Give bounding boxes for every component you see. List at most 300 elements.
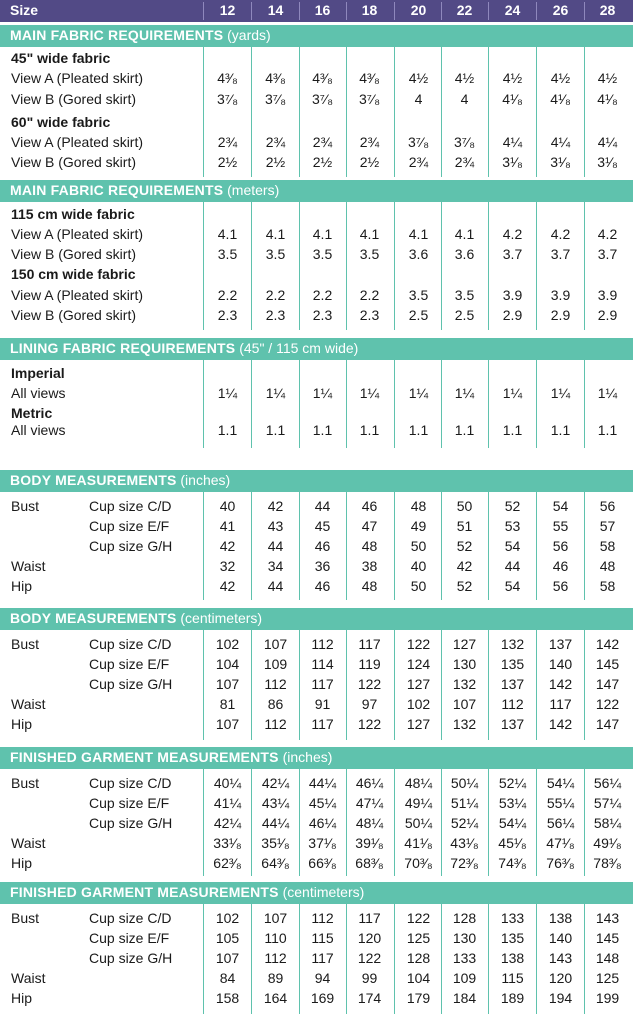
table-cell: 105 xyxy=(215,930,240,946)
table-cell: 42 xyxy=(219,578,236,594)
size-header-cell: 24 xyxy=(504,2,521,18)
table-cell: 50 xyxy=(410,538,427,554)
size-header-cell: 18 xyxy=(361,2,378,18)
table-cell: 4½ xyxy=(454,70,475,86)
table-cell: 4¹⁄₈ xyxy=(550,91,571,107)
section-title: BODY MEASUREMENTS xyxy=(10,472,177,488)
table-cell: 52 xyxy=(456,578,473,594)
table-cell: 1.1 xyxy=(597,422,618,438)
table-cell: 3⁷⁄₈ xyxy=(359,91,380,107)
table-cell: 3⁷⁄₈ xyxy=(265,91,286,107)
table-cell: 4.1 xyxy=(217,226,238,242)
table-cell: 81 xyxy=(219,696,236,712)
table-cell: 4¼ xyxy=(597,134,618,150)
section-unit: (centimeters) xyxy=(278,884,365,900)
table-cell: 112 xyxy=(264,716,287,732)
table-cell: 130 xyxy=(452,656,477,672)
table-cell: 49 xyxy=(410,518,427,534)
table-cell: 117 xyxy=(311,950,334,966)
table-cell: 49¹⁄₈ xyxy=(593,835,622,851)
header-divider xyxy=(536,2,537,20)
table-cell: 117 xyxy=(549,696,572,712)
table-cell: 122 xyxy=(357,716,382,732)
table-cell: 50¼ xyxy=(404,815,433,831)
table-cell: 3.9 xyxy=(502,287,523,303)
table-cell: 158 xyxy=(215,990,240,1006)
table-row xyxy=(0,695,633,715)
table-cell: 3¹⁄₈ xyxy=(502,154,523,170)
table-cell: 1.1 xyxy=(408,422,429,438)
table-cell: 44¼ xyxy=(308,775,337,791)
table-cell: 56 xyxy=(552,578,569,594)
table-cell: 142 xyxy=(548,676,573,692)
table-cell: 54 xyxy=(504,578,521,594)
table-cell: 1.1 xyxy=(454,422,475,438)
table-cell: 40 xyxy=(410,558,427,574)
table-cell: 117 xyxy=(311,676,334,692)
size-header-cell: 14 xyxy=(267,2,284,18)
table-cell: 2¾ xyxy=(408,154,429,170)
section-title: FINISHED GARMENT MEASUREMENTS xyxy=(10,749,279,765)
table-cell: 110 xyxy=(264,930,287,946)
table-cell: 38 xyxy=(361,558,378,574)
subheading-label: 150 cm wide fabric xyxy=(11,266,136,282)
table-cell: 47¹⁄₈ xyxy=(546,835,575,851)
table-cell: 57 xyxy=(599,518,616,534)
table-cell: 3.7 xyxy=(550,246,571,262)
table-cell: 51¼ xyxy=(450,795,479,811)
table-row xyxy=(0,794,633,814)
header-divider xyxy=(394,2,395,20)
header-divider xyxy=(299,2,300,20)
table-cell: 39¹⁄₈ xyxy=(355,835,384,851)
size-header-cell: 28 xyxy=(599,2,616,18)
fabric-width-heading xyxy=(0,364,633,384)
table-cell: 128 xyxy=(406,950,431,966)
table-cell: 125 xyxy=(406,930,431,946)
table-cell: 3.5 xyxy=(217,246,238,262)
table-cell: 47¼ xyxy=(355,795,384,811)
row-label: All views xyxy=(11,385,66,401)
table-cell: 40¼ xyxy=(213,775,242,791)
table-cell: 112 xyxy=(264,676,287,692)
table-cell: 127 xyxy=(406,676,431,692)
table-cell: 102 xyxy=(215,636,240,652)
table-cell: 54¼ xyxy=(498,815,527,831)
table-cell: 2.9 xyxy=(502,307,523,323)
section-unit: (inches) xyxy=(176,472,231,488)
table-cell: 34 xyxy=(267,558,284,574)
table-cell: 1¼ xyxy=(217,385,238,401)
table-cell: 199 xyxy=(595,990,620,1006)
table-cell: 4.2 xyxy=(597,226,618,242)
section-title: FINISHED GARMENT MEASUREMENTS xyxy=(10,884,279,900)
table-cell: 147 xyxy=(595,716,620,732)
table-row xyxy=(0,635,633,655)
table-cell: 32 xyxy=(219,558,236,574)
fabric-width-heading xyxy=(0,205,633,225)
table-cell: 56 xyxy=(552,538,569,554)
header-divider xyxy=(488,2,489,20)
table-cell: 2¾ xyxy=(312,134,333,150)
table-cell: 44 xyxy=(267,578,284,594)
table-cell: 112 xyxy=(311,910,334,926)
table-cell: 4½ xyxy=(597,70,618,86)
row-label: Hip xyxy=(11,578,33,594)
section-title-line xyxy=(10,472,230,488)
section-header xyxy=(0,747,633,769)
table-cell: 1.1 xyxy=(312,422,333,438)
table-cell: 174 xyxy=(357,990,382,1006)
table-cell: 50 xyxy=(410,578,427,594)
table-cell: 140 xyxy=(548,930,573,946)
table-cell: 107 xyxy=(215,676,240,692)
table-cell: 86 xyxy=(267,696,284,712)
table-cell: 99 xyxy=(361,970,378,986)
section-title: MAIN FABRIC REQUIREMENTS xyxy=(10,182,224,198)
table-cell: 107 xyxy=(263,636,288,652)
table-cell: 169 xyxy=(310,990,335,1006)
subheading-label: Imperial xyxy=(11,365,65,381)
table-row xyxy=(0,69,633,89)
table-cell: 3¹⁄₈ xyxy=(550,154,571,170)
table-cell: 58 xyxy=(599,578,616,594)
table-cell: 42 xyxy=(219,538,236,554)
table-cell: 48 xyxy=(410,498,427,514)
section-header xyxy=(0,470,633,492)
table-cell: 44¼ xyxy=(261,815,290,831)
table-cell: 54 xyxy=(504,538,521,554)
table-cell: 1.1 xyxy=(217,422,238,438)
table-cell: 142 xyxy=(548,716,573,732)
table-cell: 4.1 xyxy=(359,226,380,242)
table-cell: 41¹⁄₈ xyxy=(404,835,433,851)
table-cell: 127 xyxy=(406,716,431,732)
table-cell: 4¹⁄₈ xyxy=(597,91,618,107)
table-cell: 89 xyxy=(267,970,284,986)
table-cell: 3.5 xyxy=(312,246,333,262)
table-cell: 58¼ xyxy=(593,815,622,831)
table-cell: 107 xyxy=(452,696,477,712)
table-cell: 76³⁄₈ xyxy=(546,855,575,871)
table-cell: 54¼ xyxy=(546,775,575,791)
table-cell: 2½ xyxy=(359,154,380,170)
table-cell: 36 xyxy=(314,558,331,574)
table-cell: 107 xyxy=(215,716,240,732)
table-cell: 48¼ xyxy=(355,815,384,831)
table-cell: 133 xyxy=(452,950,477,966)
table-cell: 189 xyxy=(500,990,525,1006)
table-cell: 122 xyxy=(357,950,382,966)
table-cell: 3⁷⁄₈ xyxy=(454,134,475,150)
table-cell: 122 xyxy=(406,910,431,926)
row-label: Waist xyxy=(11,970,46,986)
table-cell: 2.5 xyxy=(408,307,429,323)
table-cell: 3.5 xyxy=(359,246,380,262)
cup-size-label: Cup size C/D xyxy=(89,636,172,652)
table-row xyxy=(0,675,633,695)
row-label: Waist xyxy=(11,835,46,851)
table-row xyxy=(0,537,633,557)
table-cell: 120 xyxy=(357,930,382,946)
table-cell: 132 xyxy=(500,636,525,652)
table-cell: 112 xyxy=(501,696,524,712)
section-unit: (45" / 115 cm wide) xyxy=(235,340,359,356)
section-title: MAIN FABRIC REQUIREMENTS xyxy=(10,27,224,43)
table-cell: 94 xyxy=(314,970,331,986)
table-cell: 41 xyxy=(219,518,236,534)
table-row xyxy=(0,421,633,441)
table-cell: 107 xyxy=(263,910,288,926)
table-cell: 70³⁄₈ xyxy=(404,855,433,871)
header-divider xyxy=(441,2,442,20)
table-cell: 122 xyxy=(406,636,431,652)
table-cell: 4½ xyxy=(408,70,429,86)
table-cell: 42¼ xyxy=(213,815,242,831)
table-cell: 2¾ xyxy=(359,134,380,150)
table-cell: 43 xyxy=(267,518,284,534)
table-cell: 2.2 xyxy=(359,287,380,303)
table-cell: 115 xyxy=(311,930,334,946)
table-cell: 4³⁄₈ xyxy=(312,70,333,86)
table-cell: 4¹⁄₈ xyxy=(502,91,523,107)
table-cell: 145 xyxy=(595,656,620,672)
row-label: View B (Gored skirt) xyxy=(11,154,136,170)
table-cell: 117 xyxy=(358,636,381,652)
table-cell: 52¼ xyxy=(450,815,479,831)
table-row xyxy=(0,969,633,989)
table-cell: 1¼ xyxy=(502,385,523,401)
table-row xyxy=(0,306,633,326)
table-row xyxy=(0,929,633,949)
row-label: View B (Gored skirt) xyxy=(11,246,136,262)
table-cell: 54 xyxy=(552,498,569,514)
table-cell: 4 xyxy=(414,91,423,107)
table-cell: 46 xyxy=(361,498,378,514)
row-label: Bust xyxy=(11,636,40,652)
table-cell: 33¹⁄₈ xyxy=(213,835,242,851)
table-cell: 3.9 xyxy=(550,287,571,303)
table-cell: 35¹⁄₈ xyxy=(261,835,290,851)
table-cell: 2¾ xyxy=(217,134,238,150)
table-cell: 74³⁄₈ xyxy=(498,855,527,871)
subheading-label: Metric xyxy=(11,405,53,421)
table-cell: 91 xyxy=(314,696,331,712)
table-row xyxy=(0,384,633,404)
table-cell: 58 xyxy=(599,538,616,554)
cup-size-label: Cup size G/H xyxy=(89,950,173,966)
section-title-line xyxy=(10,610,262,626)
table-cell: 119 xyxy=(358,656,381,672)
table-cell: 102 xyxy=(215,910,240,926)
table-cell: 3.6 xyxy=(454,246,475,262)
table-cell: 52¼ xyxy=(498,775,527,791)
table-cell: 107 xyxy=(215,950,240,966)
table-cell: 4½ xyxy=(550,70,571,86)
cup-size-label: Cup size E/F xyxy=(89,930,170,946)
table-cell: 115 xyxy=(501,970,524,986)
table-cell: 43¹⁄₈ xyxy=(450,835,479,851)
table-cell: 45¼ xyxy=(308,795,337,811)
table-cell: 48 xyxy=(361,578,378,594)
table-cell: 117 xyxy=(358,910,381,926)
section-header xyxy=(0,25,633,47)
table-cell: 102 xyxy=(406,696,431,712)
cup-size-label: Cup size C/D xyxy=(89,498,172,514)
table-cell: 43¼ xyxy=(261,795,290,811)
table-cell: 1¼ xyxy=(597,385,618,401)
table-cell: 1¼ xyxy=(408,385,429,401)
section-title-line xyxy=(10,884,364,900)
table-cell: 1.1 xyxy=(550,422,571,438)
table-cell: 147 xyxy=(595,676,620,692)
table-cell: 56 xyxy=(599,498,616,514)
section-title-line xyxy=(10,182,279,198)
row-label: View B (Gored skirt) xyxy=(11,307,136,323)
table-cell: 48 xyxy=(599,558,616,574)
table-cell: 46¼ xyxy=(355,775,384,791)
table-cell: 148 xyxy=(595,950,620,966)
table-cell: 1¼ xyxy=(454,385,475,401)
table-cell: 2.3 xyxy=(265,307,286,323)
table-cell: 3⁷⁄₈ xyxy=(217,91,238,107)
section-header xyxy=(0,180,633,202)
table-row xyxy=(0,854,633,874)
table-cell: 142 xyxy=(595,636,620,652)
table-cell: 41¼ xyxy=(213,795,242,811)
cup-size-label: Cup size G/H xyxy=(89,538,173,554)
size-header-cell: 26 xyxy=(552,2,569,18)
table-cell: 117 xyxy=(311,716,334,732)
table-cell: 52 xyxy=(504,498,521,514)
table-cell: 4.1 xyxy=(454,226,475,242)
row-label: Waist xyxy=(11,696,46,712)
fabric-width-heading xyxy=(0,265,633,285)
table-cell: 3⁷⁄₈ xyxy=(408,134,429,150)
table-cell: 57¼ xyxy=(593,795,622,811)
table-cell: 40 xyxy=(219,498,236,514)
table-cell: 55 xyxy=(552,518,569,534)
cup-size-label: Cup size E/F xyxy=(89,518,170,534)
table-cell: 4³⁄₈ xyxy=(265,70,286,86)
table-row xyxy=(0,225,633,245)
table-cell: 51 xyxy=(456,518,473,534)
table-cell: 3.5 xyxy=(408,287,429,303)
table-cell: 112 xyxy=(311,636,334,652)
table-row xyxy=(0,655,633,675)
section-header xyxy=(0,882,633,904)
table-row xyxy=(0,834,633,854)
table-cell: 3.7 xyxy=(597,246,618,262)
table-cell: 1¼ xyxy=(550,385,571,401)
size-header-cell: 16 xyxy=(314,2,331,18)
table-row xyxy=(0,153,633,173)
table-cell: 4¼ xyxy=(502,134,523,150)
table-cell: 140 xyxy=(548,656,573,672)
cup-size-label: Cup size E/F xyxy=(89,795,170,811)
table-row xyxy=(0,497,633,517)
table-row xyxy=(0,814,633,834)
section-title-line xyxy=(10,749,332,765)
table-cell: 127 xyxy=(452,636,477,652)
table-cell: 46 xyxy=(314,538,331,554)
cup-size-label: Cup size C/D xyxy=(89,775,172,791)
table-cell: 2.2 xyxy=(312,287,333,303)
section-unit: (meters) xyxy=(223,182,280,198)
table-cell: 130 xyxy=(452,930,477,946)
header-divider xyxy=(584,2,585,20)
table-cell: 109 xyxy=(263,656,288,672)
table-cell: 45¹⁄₈ xyxy=(498,835,527,851)
table-cell: 72³⁄₈ xyxy=(450,855,479,871)
table-cell: 133 xyxy=(500,910,525,926)
table-cell: 2.3 xyxy=(359,307,380,323)
table-cell: 3.5 xyxy=(454,287,475,303)
table-cell: 122 xyxy=(357,676,382,692)
table-cell: 49¼ xyxy=(404,795,433,811)
table-cell: 1.1 xyxy=(502,422,523,438)
table-cell: 104 xyxy=(406,970,431,986)
cup-size-label: Cup size E/F xyxy=(89,656,170,672)
table-cell: 143 xyxy=(595,910,620,926)
table-cell: 2.5 xyxy=(454,307,475,323)
table-cell: 4.1 xyxy=(312,226,333,242)
table-cell: 138 xyxy=(500,950,525,966)
table-cell: 3.7 xyxy=(502,246,523,262)
table-cell: 2.9 xyxy=(550,307,571,323)
table-cell: 46 xyxy=(552,558,569,574)
table-cell: 62³⁄₈ xyxy=(213,855,242,871)
section-header xyxy=(0,338,633,360)
size-header-row xyxy=(0,0,633,22)
table-row xyxy=(0,909,633,929)
table-cell: 184 xyxy=(452,990,477,1006)
table-row xyxy=(0,989,633,1009)
table-cell: 52 xyxy=(456,538,473,554)
table-cell: 2¾ xyxy=(454,154,475,170)
row-label: Hip xyxy=(11,855,33,871)
row-label: Bust xyxy=(11,498,40,514)
row-label: View A (Pleated skirt) xyxy=(11,287,144,303)
table-cell: 4³⁄₈ xyxy=(217,70,238,86)
table-row xyxy=(0,774,633,794)
table-cell: 53 xyxy=(504,518,521,534)
table-cell: 1¼ xyxy=(312,385,333,401)
table-cell: 138 xyxy=(548,910,573,926)
size-header-label: Size xyxy=(10,2,39,18)
table-cell: 3¹⁄₈ xyxy=(597,154,618,170)
table-cell: 4 xyxy=(460,91,469,107)
table-cell: 114 xyxy=(311,656,334,672)
table-cell: 42 xyxy=(267,498,284,514)
cup-size-label: Cup size G/H xyxy=(89,676,173,692)
section-title-line xyxy=(10,27,271,43)
size-header-cell: 12 xyxy=(219,2,236,18)
header-divider xyxy=(251,2,252,20)
section-title: LINING FABRIC REQUIREMENTS xyxy=(10,340,236,356)
table-cell: 3.9 xyxy=(597,287,618,303)
table-row xyxy=(0,133,633,153)
section-unit: (inches) xyxy=(278,749,333,765)
table-cell: 37¹⁄₈ xyxy=(308,835,337,851)
table-cell: 68³⁄₈ xyxy=(355,855,384,871)
table-cell: 143 xyxy=(548,950,573,966)
table-cell: 122 xyxy=(595,696,620,712)
table-cell: 1¼ xyxy=(265,385,286,401)
table-cell: 2.2 xyxy=(265,287,286,303)
table-row xyxy=(0,245,633,265)
table-cell: 135 xyxy=(500,930,525,946)
